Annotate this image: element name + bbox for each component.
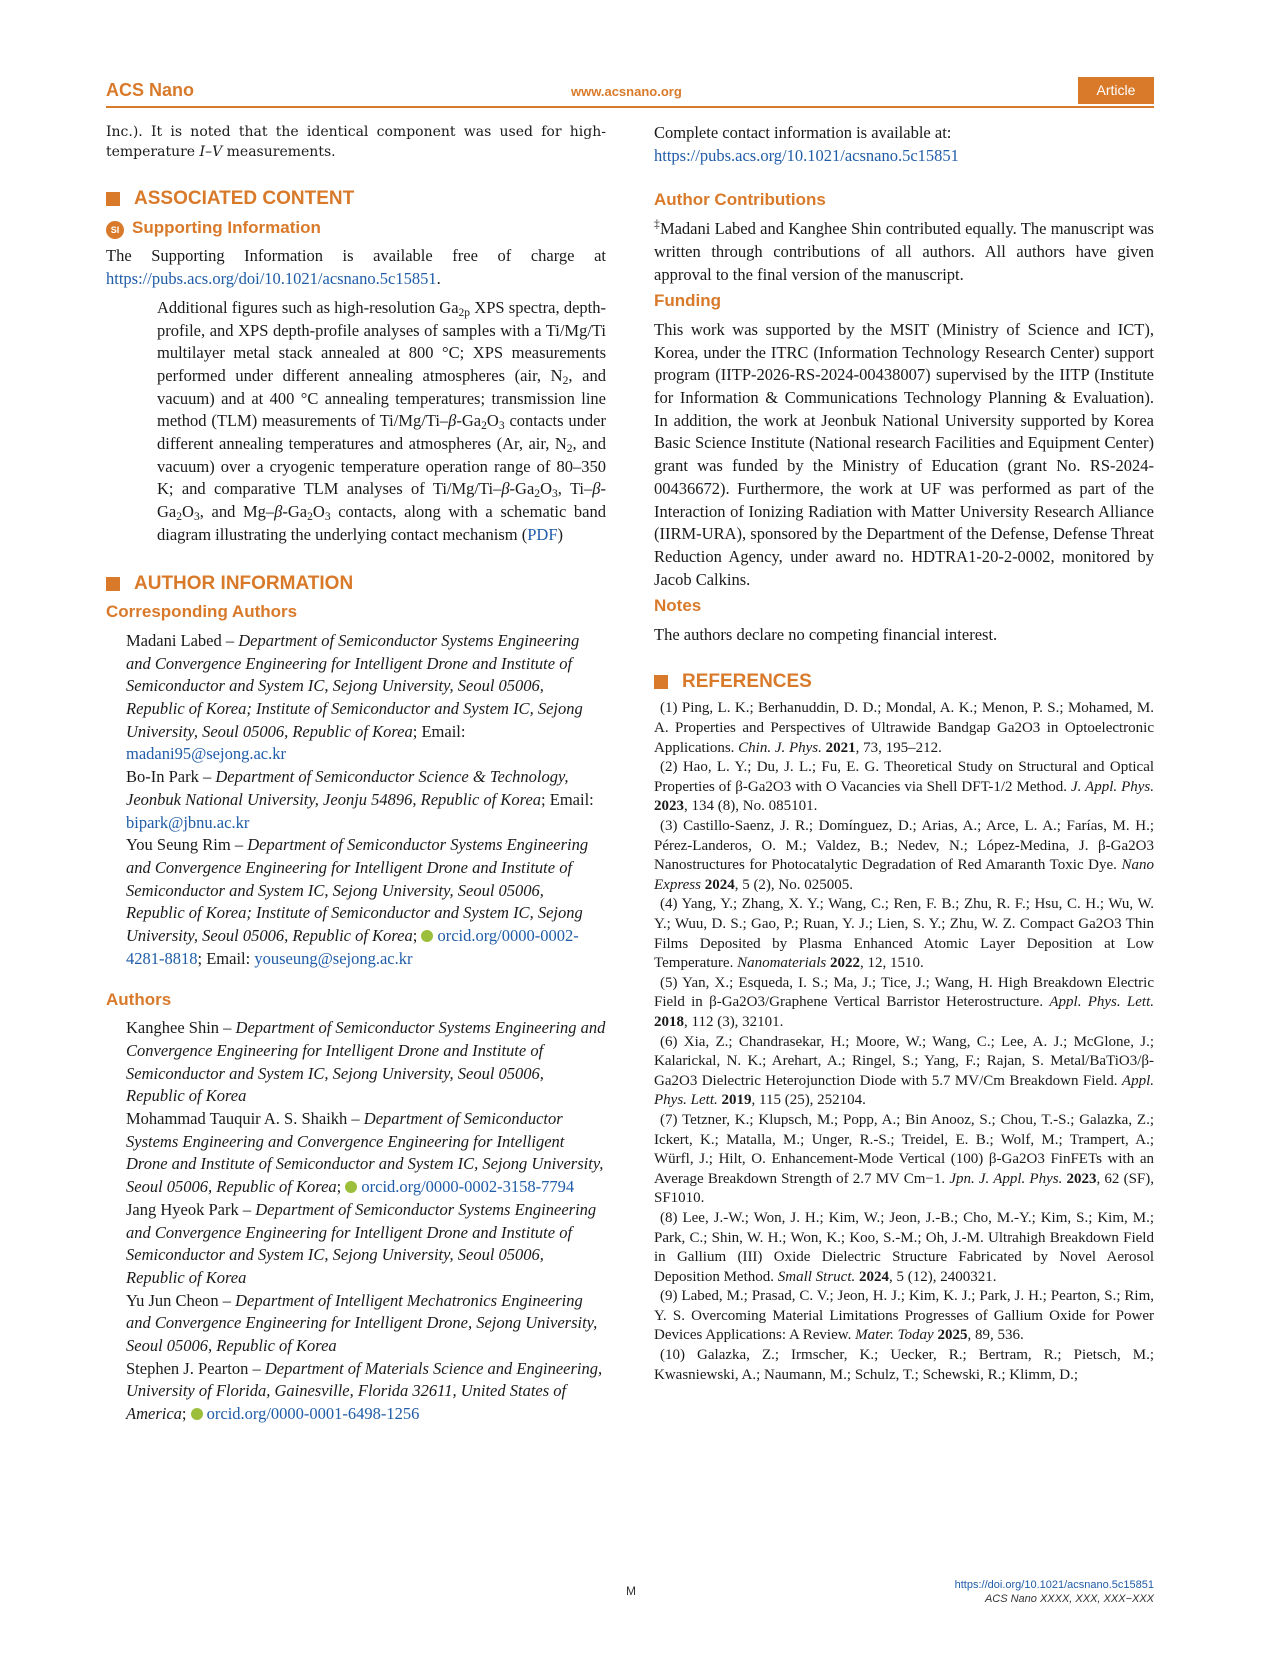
article-type-tag: Article xyxy=(1078,77,1154,104)
corresponding-authors-heading: Corresponding Authors xyxy=(106,602,298,622)
references-heading: REFERENCES xyxy=(654,671,1154,694)
author-contributions-heading: Author Contributions xyxy=(654,190,826,210)
email-link[interactable]: bipark@jbnu.ac.kr xyxy=(126,812,250,832)
funding-text: This work was supported by the MSIT (Ministry of Science and ICT), Korea, under the ITRC (Information Technology Research Center) support program (IITP-2026-RS-2024-00438007) supervised by the IITP (Institute for Information & Communications Technology Planning & Evaluation). In addition, the work at Jeonbuk National University supported by Korea Basic Science Institute (National research Facilities and Equipment Center) grant was funded by the Ministry of Education (grant No. RS-2024-00436672). Furthermore, the work at UF was performed as part of the Interaction of Ionizing Radiation with Matter University Research Alliance (IIRM-URA), sponsored by the Department of the Defense, Defense Threat Reduction Agency, under award no. HDTRA1-20-2-0002, monitored by Jacob Calkins. xyxy=(654,319,1154,589)
reference-item: (3) Castillo-Saenz, J. R.; Domínguez, D.; Arias, A.; Arce, L. A.; Farías, M. H.; Pérez-Landeros, O. M.; Valdez, B.; Nedev, N.; López-Medina, J. β-Ga2O3 Nanostructures for Photocatalytic Degradation of Red Amaranth Toxic Dye. Nano Express 2024, 5 (2), No. 025005. xyxy=(654,818,1154,893)
email-link[interactable]: youseung@sejong.ac.kr xyxy=(254,948,413,968)
notes-heading: Notes xyxy=(654,596,702,616)
orcid-icon xyxy=(421,930,433,942)
pdf-link[interactable]: PDF xyxy=(527,524,558,544)
authors-heading: Authors xyxy=(106,989,172,1009)
author-entry: Mohammad Tauquir A. S. Shaikh – Department of Semiconductor Systems Engineering and Convergence Engineering for Intelligent Drone and Institute of Semiconductor and System IC, Sejong University, Seoul 05006, Republic of Korea; orcid.org/0000-0002-3158-7794 xyxy=(126,1109,604,1197)
associated-content-heading: ASSOCIATED CONTENT xyxy=(106,188,606,211)
author-affiliation: Department of Semiconductor Systems Engineering and Convergence Engineering for Intelligent Drone and Institute of Semiconductor and System IC, Sejong University, Seoul 05006, Republic of Korea xyxy=(126,1018,606,1106)
author-affiliation: Department of Materials Science and Engineering, University of Florida, Gainesville, Florida 32611, United States of America xyxy=(126,1358,603,1424)
reference-item: (2) Hao, L. Y.; Du, J. L.; Fu, E. G. Theoretical Study on Structural and Optical Properties of β-Ga2O3 with O Vacancies via Shell DFT-1/2 Method. J. Appl. Phys. 2023, 134 (8), No. 085101. xyxy=(654,759,1155,815)
continuation-paragraph: Inc.). It is noted that the identical component was used for high-temperature I–V measurements. xyxy=(106,124,606,160)
journal-site-link[interactable]: www.acsnano.org xyxy=(571,84,682,99)
journal-name: ACS Nano xyxy=(106,80,195,100)
author-entry: Yu Jun Cheon – Department of Intelligent Mechatronics Engineering and Convergence Engineering for Intelligent Drone, Sejong University, Seoul 05006, Republic of Korea xyxy=(126,1290,598,1356)
author-affiliation: Department of Intelligent Mechatronics Engineering and Convergence Engineering for Intelligent Drone, Sejong University, Seoul 05006, Republic of Korea xyxy=(126,1290,598,1356)
author-name: Jang Hyeok Park xyxy=(126,1199,239,1219)
si-intro: The Supporting Information is available free of charge at https://pubs.acs.org/doi/10.1021/acsnano.5c15851. xyxy=(106,246,606,289)
reference-item: (7) Tetzner, K.; Klupsch, M.; Popp, A.; Bin Anooz, S.; Chou, T.-S.; Galazka, Z.; Ickert, K.; Matalla, M.; Unger, R.-S.; Treidel, E. B.; Wolf, M.; Trampert, A.; Würfl, J.; Hilt, O. Enhancement-Mode Vertical (100) β-Ga2O3 FinFETs with an Average Breakdown Strength of 2.7 MV Cm−1. Jpn. J. Appl. Phys. 2023, 62 (SF), SF1010. xyxy=(654,1111,1155,1207)
supporting-information-heading: SI Supporting Information xyxy=(106,217,606,240)
reference-item: (5) Yan, X.; Esqueda, I. S.; Ma, J.; Tice, J.; Wang, H. High Breakdown Electric Field in β-Ga2O3/Graphene Vertical Barristor Heterostructure. Appl. Phys. Lett. 2018, 112 (3), 32101. xyxy=(654,974,1155,1030)
author-information-heading: AUTHOR INFORMATION xyxy=(106,573,606,596)
notes-text: The authors declare no competing financial interest. xyxy=(654,625,998,645)
orcid-link[interactable]: orcid.org/0000-0002-4281-8818 xyxy=(126,926,579,968)
section-square-icon xyxy=(106,192,120,206)
email-link[interactable]: madani95@sejong.ac.kr xyxy=(126,744,286,764)
page-footer xyxy=(955,1578,1154,1606)
orcid-link[interactable]: orcid.org/0000-0002-3158-7794 xyxy=(361,1177,575,1197)
author-affiliation: Department of Semiconductor Science & Technology, Jeonbuk National University, Jeonju 54896, Republic of Korea xyxy=(126,767,569,809)
reference-item: (8) Lee, J.-W.; Won, J. H.; Kim, W.; Jeon, J.-B.; Cho, M.-Y.; Kim, S.; Kim, M.; Park, C.; Shin, W. H.; Won, K.; Koo, S.-M.; Oh, J.-M. Ultrahigh Breakdown Field in Gallium (III) Oxide Dielectric Structure Fabricated by Novel Aerosol Deposition Method. Small Struct. 2024, 5 (12), 2400321. xyxy=(654,1209,1154,1285)
page-number: M xyxy=(626,1584,636,1598)
reference-item: (6) Xia, Z.; Chandrasekar, H.; Moore, W.; Wang, C.; Lee, A. J.; McGlone, J.; Kalarickal, N. K.; Arehart, A.; Ringel, S.; Yang, F.; Rajan, S. Metal/BaTiO3/β-Ga2O3 Dielectric Heterojunction Diode with 5.7 MV/Cm Breakdown Field. Appl. Phys. Lett. 2019, 115 (25), 252104. xyxy=(654,1033,1155,1109)
si-description: Additional figures such as high-resolution $Ga_{2p}$ XPS spectra, depth-profile, and XPS depth-profile analyses of samples with a Ti/Mg/Ti multilayer metal stack annealed at 800 °C; XPS measurements performed under different annealing atmospheres (air, $N_2$, and vacuum) and at 400 °C annealing temperatures; transmission line method (TLM) measurements of $Ti/Mg/Ti-\beta-Ga_2O_3$ contacts under different annealing temperatures and atmospheres (Ar, air, $N_2$, and vacuum) over a cryogenic temperature operation range of 80–350 K; and comparative TLM analyses of $Ti/Mg/Ti-\beta-Ga_2O_3$, $Ti-\beta-Ga_2O_3$, and $Mg-\beta-Ga_2O_3$ contacts, along with a schematic band diagram illustrating the underlying contact mechanism (PDF) xyxy=(157,297,607,544)
left-column xyxy=(106,122,606,1426)
author-contributions-text: ‡Madani Labed and Kanghee Shin contributed equally. The manuscript was written through contributions of all authors. All authors have given approval to the final version of the manuscript. xyxy=(654,218,1154,284)
section-square-icon xyxy=(654,675,668,689)
author-name: Bo-In Park xyxy=(126,767,199,787)
author-affiliation: Department of Semiconductor Systems Engineering and Convergence Engineering for Intelligent Drone and Institute of Semiconductor and System IC, Sejong University, Seoul 05006, Republic of Korea xyxy=(126,1199,597,1287)
author-entry: Jang Hyeok Park – Department of Semiconductor Systems Engineering and Convergence Engineering for Intelligent Drone and Institute of Semiconductor and System IC, Sejong University, Seoul 05006, Republic of Korea xyxy=(126,1199,597,1287)
author-affiliation: Department of Semiconductor Systems Engineering and Convergence Engineering for Intelligent Drone and Institute of Semiconductor and System IC, Sejong University, Seoul 05006, Republic of Korea; Institute of Semiconductor and System IC, Sejong University, Seoul 05006, Republic of Korea xyxy=(126,835,589,946)
reference-item: (1) Ping, L. K.; Berhanuddin, D. D.; Mondal, A. K.; Menon, P. S.; Mohamed, M. A. Properties and Perspectives of Ultrawide Bandgap Ga2O3 in Optoelectronic Applications. Chin. J. Phys. 2021, 73, 195–212. xyxy=(654,700,1155,756)
contact-text: Complete contact information is available at: xyxy=(654,123,952,142)
author-name: Madani Labed xyxy=(126,630,222,650)
author-name: Yu Jun Cheon xyxy=(126,1290,219,1310)
orcid-icon xyxy=(191,1408,203,1420)
doi-link[interactable]: https://doi.org/10.1021/acsnano.5c15851 xyxy=(954,1579,1154,1591)
author-name: Stephen J. Pearton xyxy=(126,1358,249,1378)
author-entry: Stephen J. Pearton – Department of Materials Science and Engineering, University of Florida, Gainesville, Florida 32611, United States of America; orcid.org/0000-0001-6498-1256 xyxy=(126,1358,603,1424)
reference-item: (9) Labed, M.; Prasad, C. V.; Jeon, H. J.; Kim, K. J.; Park, J. H.; Pearton, S.; Rim, Y. S. Overcoming Material Limitations Progresses of Gallium Oxide for Power Devices Applications: A Review. Mater. Today 2025, 89, 536. xyxy=(654,1288,1154,1344)
author-entry: Madani Labed – Department of Semiconductor Systems Engineering and Convergence Engineering for Intelligent Drone and Institute of Semiconductor and System IC, Sejong University, Seoul 05006, Republic of Korea; Institute of Semiconductor and System IC, Sejong University, Seoul 05006, Republic of Korea; Email: madani95@sejong.ac.kr xyxy=(126,630,583,764)
reference-item: (10) Galazka, Z.; Irmscher, K.; Uecker, R.; Bertram, R.; Pietsch, M.; Kwasniewski, A.; Naumann, M.; Schulz, T.; Schewski, R.; Klimm, D.; xyxy=(654,1347,1154,1383)
author-entry: Bo-In Park – Department of Semiconductor Science & Technology, Jeonbuk National University, Jeonju 54896, Republic of Korea; Email: bipark@jbnu.ac.kr xyxy=(126,767,594,832)
orcid-link[interactable]: orcid.org/0000-0001-6498-1256 xyxy=(206,1404,420,1424)
citation-line: ACS Nano XXXX, XXX, XXX−XXX xyxy=(984,1593,1154,1605)
page-header xyxy=(106,80,1154,108)
si-link[interactable]: https://pubs.acs.org/doi/10.1021/acsnano.5c15851 xyxy=(106,269,437,289)
orcid-icon xyxy=(345,1181,357,1193)
funding-heading: Funding xyxy=(654,291,722,311)
author-entry: You Seung Rim – Department of Semiconductor Systems Engineering and Convergence Engineering for Intelligent Drone and Institute of Semiconductor and System IC, Sejong University, Seoul 05006, Republic of Korea; Institute of Semiconductor and System IC, Sejong University, Seoul 05006, Republic of Korea; orcid.org/0000-0002-4281-8818; Email: youseung@sejong.ac.kr xyxy=(126,835,589,968)
author-affiliation: Department of Semiconductor Systems Engineering and Convergence Engineering for Intelligent Drone and Institute of Semiconductor and System IC, Sejong University, Seoul 05006, Republic of Korea xyxy=(126,1109,604,1197)
section-square-icon xyxy=(106,577,120,591)
reference-list xyxy=(654,699,1154,1385)
author-name: You Seung Rim xyxy=(126,835,231,855)
author-name: Mohammad Tauquir A. S. Shaikh xyxy=(126,1109,348,1129)
reference-item: (4) Yang, Y.; Zhang, X. Y.; Wang, C.; Ren, F. B.; Zhu, R. F.; Hsu, C. H.; Wu, W. Y.; Wuu, D. S.; Gao, P.; Ruan, Y. J.; Lien, S. Y.; Zhu, W. Z. Compact Ga2O3 Thin Films Deposited by Plasma Enhanced Atomic Layer Deposition at Low Temperature. Nanomaterials 2022, 12, 1510. xyxy=(654,896,1154,972)
right-column xyxy=(654,122,1154,1385)
contact-link[interactable]: https://pubs.acs.org/10.1021/acsnano.5c15851 xyxy=(654,145,959,165)
author-affiliation: Department of Semiconductor Systems Engineering and Convergence Engineering for Intelligent Drone and Institute of Semiconductor and System IC, Sejong University, Seoul 05006, Republic of Korea; Institute of Semiconductor and System IC, Sejong University, Seoul 05006, Republic of Korea xyxy=(126,630,583,741)
author-name: Kanghee Shin xyxy=(126,1018,220,1038)
author-entry: Kanghee Shin – Department of Semiconductor Systems Engineering and Convergence Engineering for Intelligent Drone and Institute of Semiconductor and System IC, Sejong University, Seoul 05006, Republic of Korea xyxy=(126,1018,606,1106)
si-icon: SI xyxy=(106,221,124,239)
